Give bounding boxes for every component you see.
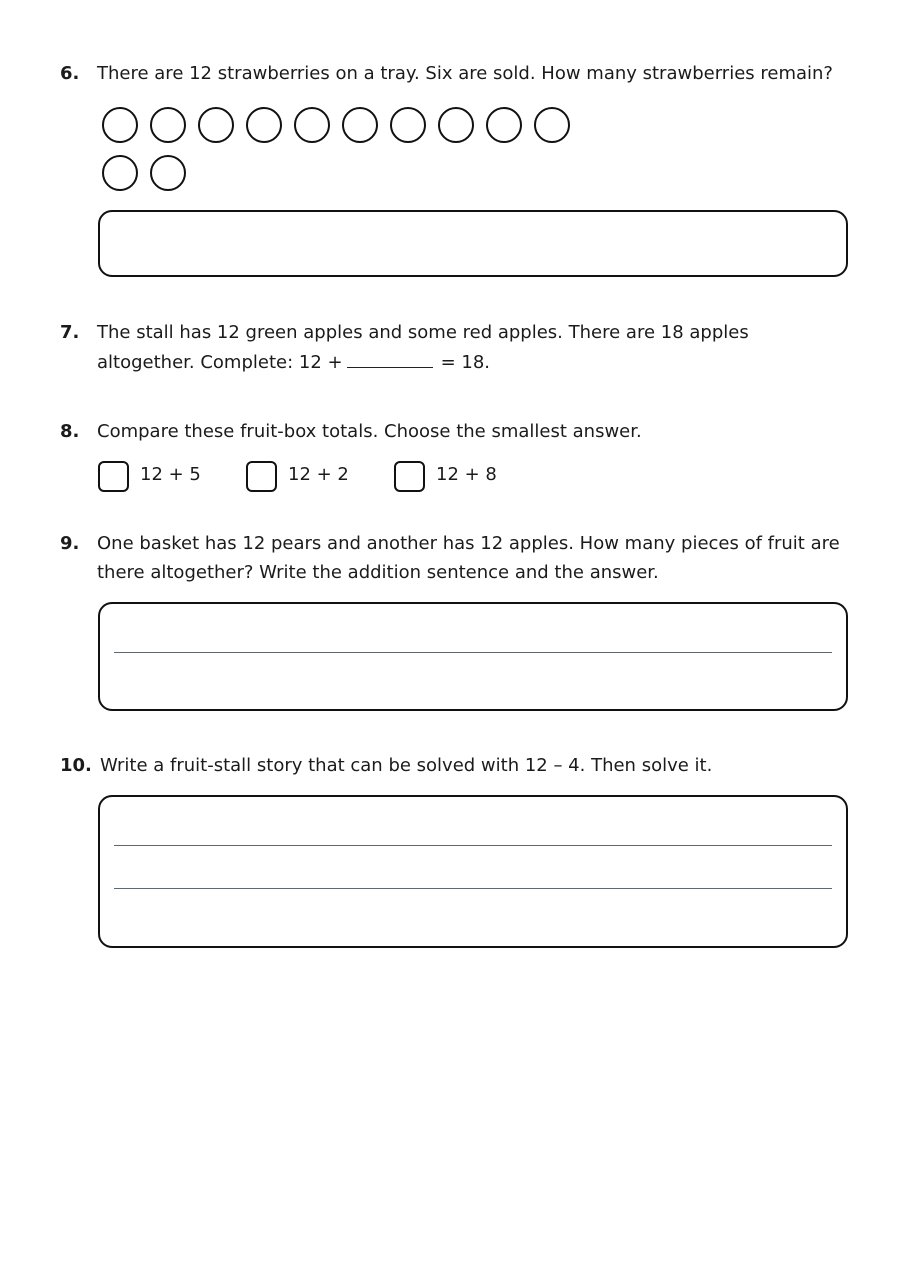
question-text: There are 12 strawberries on a tray. Six are sold. How many strawberries remain? — [97, 63, 833, 84]
choice-checkbox[interactable] — [246, 461, 277, 492]
choice-label: 12 + 8 — [436, 464, 497, 485]
question-text: Compare these fruit-box totals. Choose the smallest answer. — [97, 421, 642, 442]
counter-circle[interactable] — [486, 107, 522, 143]
counter-circle[interactable] — [438, 107, 474, 143]
question-number: 6. — [60, 63, 80, 84]
question-text-line-2: there altogether? Write the addition sentence and the answer. — [97, 562, 659, 583]
question-text-line-1: One basket has 12 pears and another has 12 apples. How many pieces of fruit are — [97, 533, 840, 554]
question-text-line-2 — [97, 347, 490, 377]
choice-label: 12 + 5 — [140, 464, 201, 485]
question-number: 7. — [60, 322, 80, 343]
counter-circle[interactable] — [342, 107, 378, 143]
answer-blank[interactable] — [347, 347, 433, 368]
choice-label: 12 + 2 — [288, 464, 349, 485]
counter-circle[interactable] — [246, 107, 282, 143]
writing-line — [114, 845, 832, 846]
counter-circle[interactable] — [534, 107, 570, 143]
writing-line — [114, 888, 832, 889]
question-number: 9. — [60, 533, 80, 554]
choice-checkbox[interactable] — [98, 461, 129, 492]
equation-start: altogether. Complete: 12 + — [97, 352, 343, 373]
counter-circle[interactable] — [390, 107, 426, 143]
writing-line — [114, 652, 832, 653]
question-text-line-1: The stall has 12 green apples and some red apples. There are 18 apples — [97, 322, 749, 343]
counter-circle[interactable] — [294, 107, 330, 143]
question-number: 8. — [60, 421, 80, 442]
answer-box[interactable] — [98, 602, 848, 711]
answer-box[interactable] — [98, 795, 848, 948]
counter-circle[interactable] — [150, 107, 186, 143]
counter-circle[interactable] — [102, 107, 138, 143]
choice-checkbox[interactable] — [394, 461, 425, 492]
question-number: 10. — [60, 755, 92, 776]
equation-end: = 18. — [440, 352, 491, 373]
counter-circle[interactable] — [102, 155, 138, 191]
answer-box[interactable] — [98, 210, 848, 277]
counter-circle[interactable] — [198, 107, 234, 143]
counter-circle[interactable] — [150, 155, 186, 191]
question-text: Write a fruit-stall story that can be solved with 12 – 4. Then solve it. — [100, 755, 713, 776]
